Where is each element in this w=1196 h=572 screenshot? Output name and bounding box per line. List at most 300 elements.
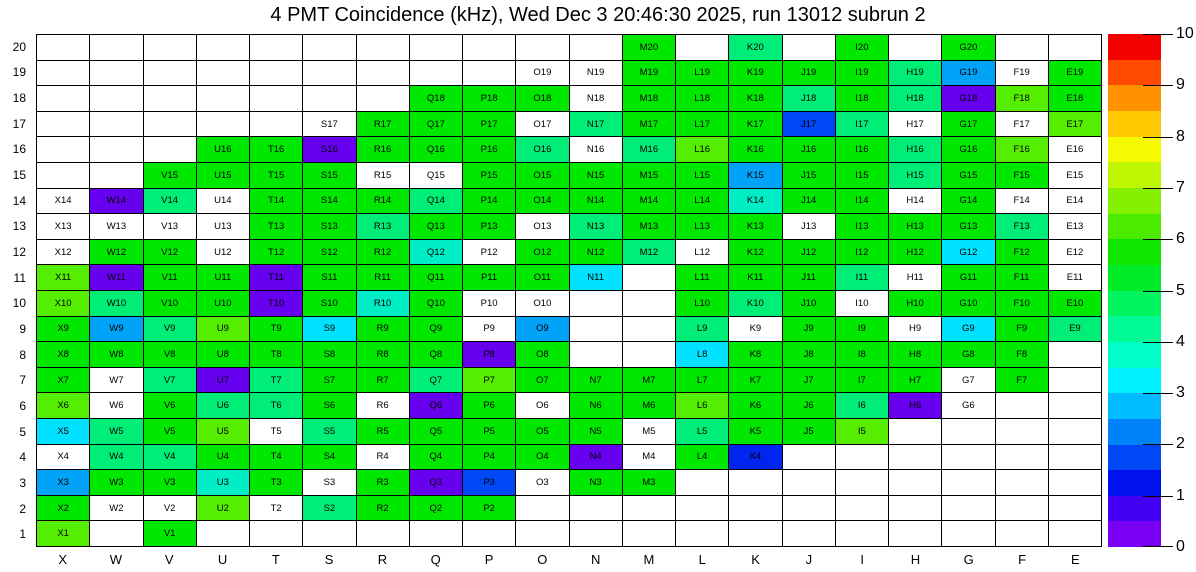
heatmap-cell bbox=[410, 368, 463, 394]
cell-label: Q10 bbox=[426, 297, 445, 309]
heatmap-cell bbox=[197, 137, 250, 163]
cell-label: F18 bbox=[1013, 92, 1030, 104]
heatmap-cell bbox=[463, 137, 516, 163]
heatmap-cell bbox=[623, 368, 676, 394]
cell-label: Q16 bbox=[426, 144, 445, 156]
cell-label: H17 bbox=[906, 118, 924, 130]
heatmap-cell bbox=[357, 35, 410, 61]
heatmap-cell bbox=[783, 317, 836, 343]
heatmap-cell bbox=[410, 445, 463, 471]
heatmap-cell bbox=[729, 445, 782, 471]
cell-label: I18 bbox=[855, 92, 869, 104]
col-tick-label: M bbox=[643, 551, 655, 567]
heatmap-cell bbox=[357, 112, 410, 138]
row-tick-label: 14 bbox=[12, 193, 26, 208]
heatmap-cell bbox=[410, 317, 463, 343]
heatmap-cell bbox=[942, 368, 995, 394]
heatmap-cell bbox=[676, 214, 729, 240]
heatmap-cell bbox=[250, 419, 303, 445]
heatmap-cell bbox=[303, 86, 356, 112]
col-tick-label: N bbox=[590, 551, 601, 567]
cell-label: P6 bbox=[483, 400, 495, 412]
cell-label: I14 bbox=[855, 195, 869, 207]
cell-label: U3 bbox=[216, 476, 229, 488]
heatmap-cell bbox=[676, 61, 729, 87]
heatmap-cell bbox=[463, 317, 516, 343]
cell-label: E13 bbox=[1066, 220, 1084, 232]
cell-label: E12 bbox=[1066, 246, 1084, 258]
cell-label: E18 bbox=[1066, 92, 1084, 104]
cell-label: S10 bbox=[320, 297, 338, 309]
cell-label: K7 bbox=[749, 374, 762, 386]
heatmap-cell bbox=[357, 189, 410, 215]
heatmap-cell bbox=[144, 214, 197, 240]
heatmap-cell bbox=[623, 240, 676, 266]
cell-label: V9 bbox=[163, 323, 176, 335]
colorbar-tick bbox=[1143, 291, 1173, 292]
cell-label: L7 bbox=[696, 374, 708, 386]
row-tick-label: 7 bbox=[19, 373, 26, 388]
heatmap-cell bbox=[676, 470, 729, 496]
cell-label: T3 bbox=[270, 476, 282, 488]
cell-label: J8 bbox=[803, 348, 814, 360]
cell-label: J15 bbox=[800, 169, 817, 181]
heatmap-cell bbox=[516, 496, 569, 522]
heatmap-cell bbox=[144, 342, 197, 368]
heatmap-cell bbox=[889, 240, 942, 266]
cell-label: U16 bbox=[214, 144, 232, 156]
heatmap-cell bbox=[783, 137, 836, 163]
heatmap-cell bbox=[889, 265, 942, 291]
heatmap-cell bbox=[37, 419, 90, 445]
heatmap-cell bbox=[90, 240, 143, 266]
cell-label: U11 bbox=[214, 272, 232, 284]
cell-label: V12 bbox=[161, 246, 179, 258]
colorbar-tick bbox=[1143, 393, 1173, 394]
heatmap-cell bbox=[783, 265, 836, 291]
heatmap-cell bbox=[836, 445, 889, 471]
heatmap-cell bbox=[144, 35, 197, 61]
heatmap-cell bbox=[623, 521, 676, 547]
heatmap-cell bbox=[144, 317, 197, 343]
cell-label: L14 bbox=[694, 195, 711, 207]
heatmap-cell bbox=[250, 445, 303, 471]
cell-label: U9 bbox=[216, 323, 229, 335]
col-tick-label: V bbox=[164, 551, 174, 567]
heatmap-cell bbox=[570, 61, 623, 87]
colorbar-ticks bbox=[1108, 25, 1196, 555]
heatmap-cell bbox=[357, 419, 410, 445]
cell-label: V7 bbox=[163, 374, 176, 386]
colorbar-tick bbox=[1143, 188, 1173, 189]
heatmap-cell bbox=[836, 86, 889, 112]
heatmap-cell bbox=[836, 368, 889, 394]
heatmap-cell bbox=[90, 35, 143, 61]
cell-label: Q18 bbox=[426, 92, 445, 104]
heatmap-cell bbox=[410, 163, 463, 189]
cell-label: T11 bbox=[268, 272, 284, 284]
cell-label: U6 bbox=[216, 400, 229, 412]
cell-label: H10 bbox=[906, 297, 924, 309]
cell-label: N11 bbox=[587, 272, 604, 284]
row-tick-label: 18 bbox=[12, 91, 26, 106]
heatmap-cell bbox=[729, 393, 782, 419]
row-tick-label: 16 bbox=[12, 142, 26, 157]
heatmap-cell bbox=[996, 240, 1049, 266]
cell-label: O14 bbox=[533, 195, 552, 207]
cell-label: G9 bbox=[962, 323, 975, 335]
heatmap-cell bbox=[90, 445, 143, 471]
cell-label: N6 bbox=[589, 400, 602, 412]
heatmap-cell bbox=[90, 368, 143, 394]
cell-label: P14 bbox=[480, 195, 498, 207]
row-tick-label: 8 bbox=[19, 347, 26, 362]
heatmap-cell bbox=[676, 265, 729, 291]
heatmap-cell bbox=[463, 240, 516, 266]
heatmap-cell bbox=[942, 342, 995, 368]
heatmap-cell bbox=[250, 214, 303, 240]
heatmap-cell bbox=[463, 265, 516, 291]
heatmap-cell bbox=[942, 317, 995, 343]
cell-label: J18 bbox=[800, 92, 817, 104]
heatmap-cell bbox=[37, 291, 90, 317]
heatmap-cell bbox=[889, 137, 942, 163]
cell-label: H12 bbox=[906, 246, 924, 258]
heatmap-cell bbox=[889, 163, 942, 189]
heatmap-cell bbox=[303, 214, 356, 240]
cell-label: K12 bbox=[746, 246, 764, 258]
heatmap-cell bbox=[889, 61, 942, 87]
heatmap-cell bbox=[1049, 265, 1102, 291]
cell-label: W3 bbox=[109, 476, 124, 488]
heatmap-cell bbox=[836, 137, 889, 163]
cell-label: M20 bbox=[639, 41, 659, 53]
heatmap-cell bbox=[676, 189, 729, 215]
heatmap-cell bbox=[942, 112, 995, 138]
heatmap-cell bbox=[37, 112, 90, 138]
heatmap-cell bbox=[1049, 163, 1102, 189]
heatmap-cell bbox=[942, 214, 995, 240]
heatmap-cell bbox=[303, 496, 356, 522]
cell-label: V8 bbox=[163, 348, 176, 360]
cell-label: P17 bbox=[480, 118, 498, 130]
heatmap-cell bbox=[1049, 35, 1102, 61]
heatmap-cell bbox=[942, 470, 995, 496]
cell-label: H6 bbox=[909, 400, 922, 412]
heatmap-cell bbox=[357, 265, 410, 291]
cell-label: J14 bbox=[800, 195, 817, 207]
cell-label: K17 bbox=[746, 118, 764, 130]
cell-label: W4 bbox=[109, 451, 124, 463]
heatmap-cell bbox=[623, 112, 676, 138]
row-tick-label: 20 bbox=[12, 39, 26, 54]
cell-label: O6 bbox=[536, 400, 549, 412]
heatmap-cell bbox=[570, 240, 623, 266]
heatmap-cell bbox=[783, 189, 836, 215]
heatmap-cell bbox=[783, 112, 836, 138]
heatmap-cell bbox=[144, 496, 197, 522]
heatmap-grid bbox=[36, 34, 1102, 547]
cell-label: X2 bbox=[57, 502, 69, 514]
heatmap-cell bbox=[570, 470, 623, 496]
heatmap-cell bbox=[996, 189, 1049, 215]
col-tick-label: L bbox=[698, 551, 706, 567]
heatmap-cell bbox=[197, 35, 250, 61]
cell-label: S7 bbox=[323, 374, 336, 386]
cell-label: U14 bbox=[214, 195, 232, 207]
cell-label: X3 bbox=[57, 476, 69, 488]
heatmap-cell bbox=[357, 291, 410, 317]
cell-label: E10 bbox=[1066, 297, 1084, 309]
heatmap-cell bbox=[1049, 214, 1102, 240]
cell-label: O8 bbox=[536, 348, 549, 360]
cell-label: M15 bbox=[639, 169, 659, 181]
heatmap-cell bbox=[623, 35, 676, 61]
cell-label: N15 bbox=[586, 169, 605, 181]
cell-label: R8 bbox=[376, 348, 389, 360]
heatmap-cell bbox=[889, 342, 942, 368]
cell-label: X4 bbox=[57, 451, 69, 463]
row-tick-label: 6 bbox=[19, 398, 26, 413]
heatmap-cell bbox=[410, 61, 463, 87]
heatmap-cell bbox=[516, 470, 569, 496]
heatmap-cell bbox=[623, 393, 676, 419]
col-tick-label: P bbox=[484, 551, 494, 567]
cell-label: S13 bbox=[320, 220, 338, 232]
cell-label: U10 bbox=[214, 297, 232, 309]
heatmap-cell bbox=[783, 470, 836, 496]
cell-label: I17 bbox=[855, 118, 869, 130]
heatmap-cell bbox=[570, 189, 623, 215]
row-tick-label: 17 bbox=[12, 116, 26, 131]
heatmap-cell bbox=[570, 521, 623, 547]
heatmap-cell bbox=[570, 214, 623, 240]
cell-label: P10 bbox=[480, 297, 498, 309]
cell-label: P3 bbox=[483, 476, 495, 488]
heatmap-cell bbox=[516, 137, 569, 163]
heatmap-cell bbox=[996, 86, 1049, 112]
heatmap-cell bbox=[410, 393, 463, 419]
cell-label: O10 bbox=[533, 297, 552, 309]
heatmap-cell bbox=[516, 317, 569, 343]
cell-label: H19 bbox=[906, 67, 924, 79]
heatmap-cell bbox=[889, 470, 942, 496]
cell-label: S14 bbox=[320, 195, 338, 207]
cell-label: H15 bbox=[906, 169, 924, 181]
heatmap-cell bbox=[197, 86, 250, 112]
cell-label: U2 bbox=[216, 502, 229, 514]
cell-label: K9 bbox=[749, 323, 762, 335]
cell-label: P7 bbox=[483, 374, 495, 386]
cell-label: T14 bbox=[267, 195, 285, 207]
cell-label: G11 bbox=[959, 272, 977, 284]
cell-label: T15 bbox=[267, 169, 285, 181]
heatmap-cell bbox=[942, 189, 995, 215]
heatmap-cell bbox=[783, 61, 836, 87]
heatmap-cell bbox=[357, 342, 410, 368]
heatmap-cell bbox=[889, 214, 942, 240]
cell-label: K8 bbox=[749, 348, 762, 360]
heatmap-cell bbox=[570, 419, 623, 445]
heatmap-cell bbox=[836, 419, 889, 445]
cell-label: M4 bbox=[642, 451, 656, 463]
cell-label: L10 bbox=[694, 297, 711, 309]
heatmap-cell bbox=[303, 112, 356, 138]
cell-label: O16 bbox=[533, 144, 552, 156]
colorbar-tick bbox=[1143, 137, 1173, 138]
cell-label: P4 bbox=[483, 451, 495, 463]
cell-label: L9 bbox=[696, 323, 708, 335]
heatmap-cell bbox=[1049, 393, 1102, 419]
cell-label: G13 bbox=[959, 220, 978, 232]
cell-label: P16 bbox=[480, 144, 498, 156]
cell-label: X10 bbox=[54, 297, 72, 309]
heatmap-cell bbox=[676, 112, 729, 138]
heatmap-cell bbox=[197, 61, 250, 87]
cell-label: N17 bbox=[586, 118, 605, 130]
heatmap-cell bbox=[357, 214, 410, 240]
cell-label: L17 bbox=[694, 118, 711, 130]
cell-label: R9 bbox=[376, 323, 389, 335]
heatmap-cell bbox=[889, 496, 942, 522]
heatmap-cell bbox=[144, 265, 197, 291]
heatmap-cell bbox=[889, 419, 942, 445]
cell-label: O7 bbox=[536, 374, 549, 386]
cell-label: V5 bbox=[163, 425, 176, 437]
heatmap-cell bbox=[1049, 112, 1102, 138]
colorbar-tick-label: 0 bbox=[1176, 538, 1185, 555]
heatmap-cell bbox=[783, 419, 836, 445]
cell-label: M13 bbox=[639, 220, 659, 232]
heatmap-cell bbox=[463, 393, 516, 419]
row-tick-label: 1 bbox=[19, 527, 26, 542]
col-tick-label: U bbox=[217, 551, 228, 567]
heatmap-cell bbox=[197, 393, 250, 419]
cell-label: O4 bbox=[536, 451, 549, 463]
heatmap-cell bbox=[729, 189, 782, 215]
cell-label: V11 bbox=[161, 272, 178, 284]
heatmap-cell bbox=[90, 291, 143, 317]
heatmap-cell bbox=[90, 470, 143, 496]
heatmap-cell bbox=[836, 291, 889, 317]
row-tick-label: 9 bbox=[19, 321, 26, 336]
heatmap-cell bbox=[90, 342, 143, 368]
heatmap-cell bbox=[942, 291, 995, 317]
heatmap-cell bbox=[836, 393, 889, 419]
heatmap-cell bbox=[37, 470, 90, 496]
heatmap-cell bbox=[570, 163, 623, 189]
cell-label: P8 bbox=[483, 348, 495, 360]
cell-label: M3 bbox=[642, 476, 656, 488]
heatmap-cell bbox=[303, 189, 356, 215]
heatmap-cell bbox=[942, 35, 995, 61]
cell-label: M5 bbox=[642, 425, 656, 437]
heatmap-cell bbox=[410, 112, 463, 138]
heatmap-cell bbox=[90, 86, 143, 112]
cell-label: I20 bbox=[855, 41, 869, 53]
cell-label: V2 bbox=[163, 502, 176, 514]
row-tick-label: 5 bbox=[19, 424, 26, 439]
cell-label: M6 bbox=[642, 400, 656, 412]
cell-label: F19 bbox=[1013, 67, 1030, 79]
cell-label: N18 bbox=[586, 92, 605, 104]
heatmap-cell bbox=[570, 445, 623, 471]
heatmap-cell bbox=[197, 189, 250, 215]
heatmap-cell bbox=[516, 291, 569, 317]
heatmap-cell bbox=[250, 265, 303, 291]
heatmap-cell bbox=[90, 521, 143, 547]
heatmap-cell bbox=[250, 137, 303, 163]
heatmap-cell bbox=[889, 86, 942, 112]
heatmap-cell bbox=[729, 240, 782, 266]
cell-label: L13 bbox=[694, 220, 711, 232]
cell-label: N5 bbox=[589, 425, 602, 437]
cell-label: X9 bbox=[57, 323, 69, 335]
heatmap-cell bbox=[783, 35, 836, 61]
heatmap-cell bbox=[729, 419, 782, 445]
cell-label: Q6 bbox=[429, 400, 443, 412]
heatmap-cell bbox=[197, 291, 250, 317]
heatmap-cell bbox=[996, 317, 1049, 343]
heatmap-cell bbox=[942, 86, 995, 112]
heatmap-cell bbox=[463, 419, 516, 445]
cell-label: J7 bbox=[803, 374, 814, 386]
col-tick-label: F bbox=[1018, 551, 1027, 567]
cell-label: O13 bbox=[533, 220, 552, 232]
cell-label: I5 bbox=[857, 425, 866, 437]
heatmap-cell bbox=[90, 317, 143, 343]
colorbar-tick-label: 6 bbox=[1176, 230, 1185, 248]
cell-label: W9 bbox=[109, 323, 124, 335]
heatmap-cell bbox=[303, 445, 356, 471]
col-tick-label: Q bbox=[430, 551, 441, 567]
heatmap-cell bbox=[570, 112, 623, 138]
cell-label: I16 bbox=[855, 144, 869, 156]
cell-label: L4 bbox=[696, 451, 708, 463]
cell-label: V15 bbox=[161, 169, 179, 181]
cell-label: P11 bbox=[481, 272, 498, 284]
heatmap-cell bbox=[836, 470, 889, 496]
heatmap-cell bbox=[144, 445, 197, 471]
colorbar-tick bbox=[1143, 496, 1173, 497]
heatmap-cell bbox=[729, 35, 782, 61]
cell-label: X7 bbox=[57, 374, 69, 386]
heatmap-cell bbox=[889, 112, 942, 138]
cell-label: O5 bbox=[536, 425, 549, 437]
cell-label: V4 bbox=[163, 451, 176, 463]
cell-label: J10 bbox=[800, 297, 817, 309]
heatmap-cell bbox=[836, 265, 889, 291]
heatmap-cell bbox=[303, 240, 356, 266]
cell-label: J6 bbox=[803, 400, 814, 412]
heatmap-cell bbox=[783, 163, 836, 189]
heatmap-cell bbox=[623, 214, 676, 240]
col-tick-label: I bbox=[860, 551, 864, 567]
col-tick-label: H bbox=[910, 551, 921, 567]
heatmap-cell bbox=[1049, 317, 1102, 343]
heatmap-cell bbox=[250, 189, 303, 215]
cell-label: E14 bbox=[1066, 195, 1084, 207]
colorbar-tick-label: 7 bbox=[1176, 178, 1185, 196]
heatmap-cell bbox=[144, 240, 197, 266]
heatmap-cell bbox=[357, 317, 410, 343]
heatmap-cell bbox=[942, 521, 995, 547]
cell-label: X11 bbox=[55, 272, 72, 284]
heatmap-cell bbox=[357, 521, 410, 547]
cell-label: W6 bbox=[109, 400, 124, 412]
cell-label: T6 bbox=[270, 400, 282, 412]
cell-label: V1 bbox=[163, 528, 176, 540]
